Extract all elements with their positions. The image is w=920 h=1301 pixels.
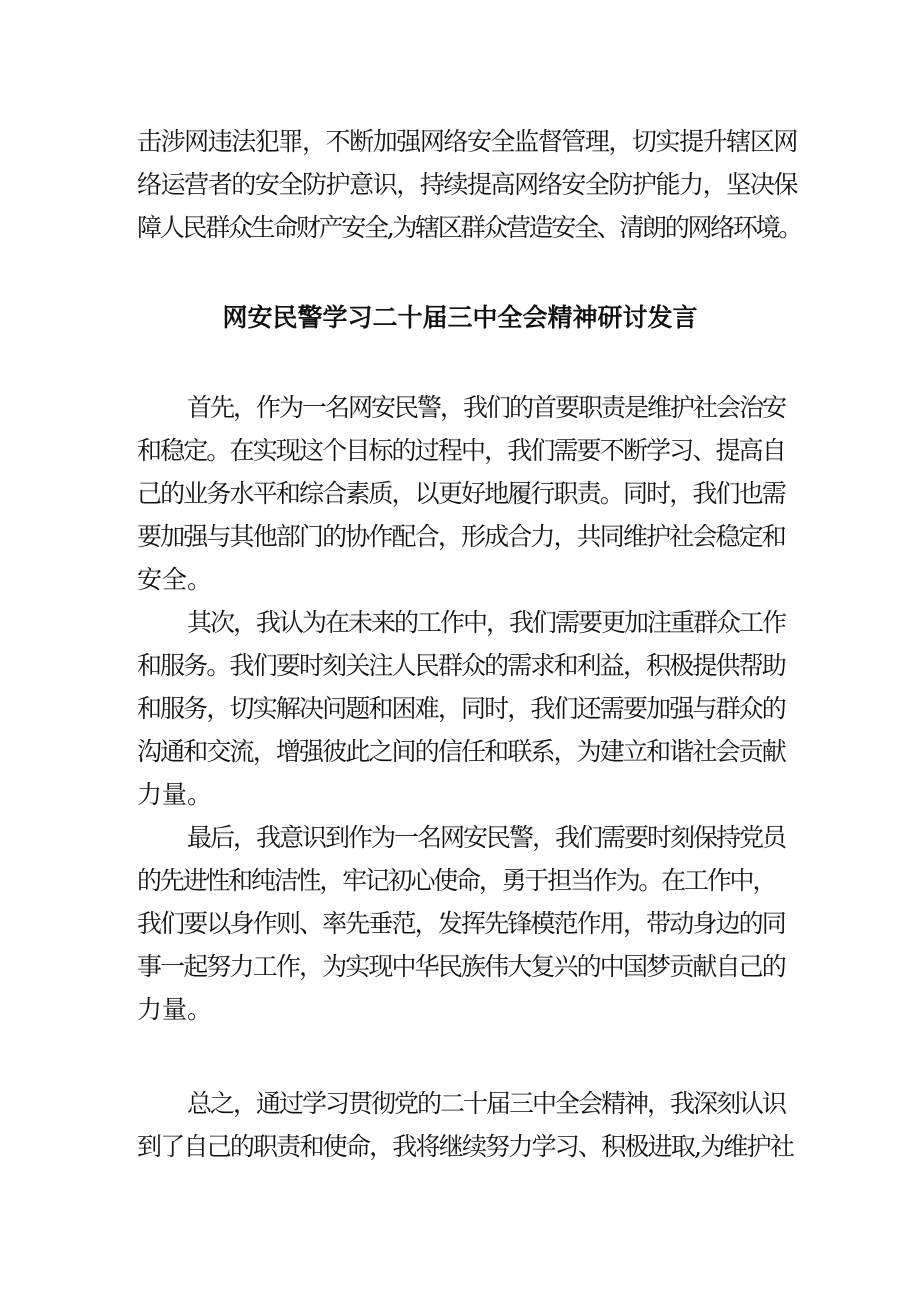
paragraph-line (0, 816, 920, 860)
intro-line (0, 163, 920, 207)
paragraph-1-line: 安全。 (137, 565, 213, 594)
paragraph-2-line: 和服务。我们要时刻关注人民群众的需求和利益，积极提供帮助 (137, 651, 785, 680)
paragraph-1-line: 要加强与其他部门的协作配合，形成合力，共同维护社会稳定和 (137, 522, 785, 551)
paragraph-line (0, 773, 920, 817)
paragraph-line (0, 730, 920, 774)
paragraph-1-line: 首先，作为一名网安民警，我们的首要职责是维护社会治安 (187, 393, 786, 422)
paragraph-line (0, 386, 920, 430)
paragraph-2-line: 其次，我认为在未来的工作中，我们需要更加注重群众工作 (187, 608, 786, 637)
intro-line-text: 击涉网违法犯罪，不断加强网络安全监督管理，切实提升辖区网 (137, 127, 797, 156)
paragraph-line (0, 429, 920, 473)
article-title: 网安民警学习二十届三中全会精神研讨发言 (222, 303, 698, 332)
paragraph-line (0, 988, 920, 1032)
paragraph-3-line: 事一起努力工作，为实现中华民族伟大复兴的中国梦贡献自己的 (137, 952, 785, 981)
paragraph-line (0, 558, 920, 602)
paragraph-line (0, 644, 920, 688)
paragraph-1-line: 和稳定。在实现这个目标的过程中，我们需要不断学习、提高自 (137, 436, 785, 465)
paragraph-line (0, 945, 920, 989)
intro-line-text: 络运营者的安全防护意识，持续提高网络安全防护能力，坚决保 (137, 170, 797, 199)
paragraph-3-line: 力量。 (137, 995, 213, 1024)
paragraph-4-line: 到了自己的职责和使命，我将继续努力学习、积极进取,为维护社 (137, 1132, 794, 1161)
paragraph-line (0, 1082, 920, 1126)
intro-line (0, 206, 920, 250)
paragraph-line (0, 515, 920, 559)
paragraph-line (0, 601, 920, 645)
paragraph-2-line: 和服务，切实解决问题和困难，同时，我们还需要加强与群众的 (137, 694, 785, 723)
paragraph-3-line: 的先进性和纯洁性，牢记初心使命，勇于担当作为。在工作中， (137, 866, 776, 895)
paragraph-line (0, 687, 920, 731)
paragraph-2-line: 力量。 (137, 780, 213, 809)
paragraph-line (0, 1125, 920, 1169)
paragraph-1-line: 己的业务水平和综合素质，以更好地履行职责。同时，我们也需 (137, 479, 785, 508)
paragraph-3-line: 最后，我意识到作为一名网安民警，我们需要时刻保持党员 (187, 823, 786, 852)
paragraph-3-line: 我们要以身作则、率先垂范，发挥先锋模范作用，带动身边的同 (137, 909, 785, 938)
intro-line-text: 障人民群众生命财产安全,为辖区群众营造安全、清朗的网络环境。 (137, 213, 801, 242)
paragraph-line (0, 472, 920, 516)
paragraph-4-line: 总之，通过学习贯彻党的二十届三中全会精神，我深刻认识 (187, 1089, 786, 1118)
intro-line (0, 120, 920, 164)
paragraph-line (0, 859, 920, 903)
paragraph-line (0, 902, 920, 946)
paragraph-2-line: 沟通和交流，增强彼此之间的信任和联系，为建立和谐社会贡献 (137, 737, 785, 766)
